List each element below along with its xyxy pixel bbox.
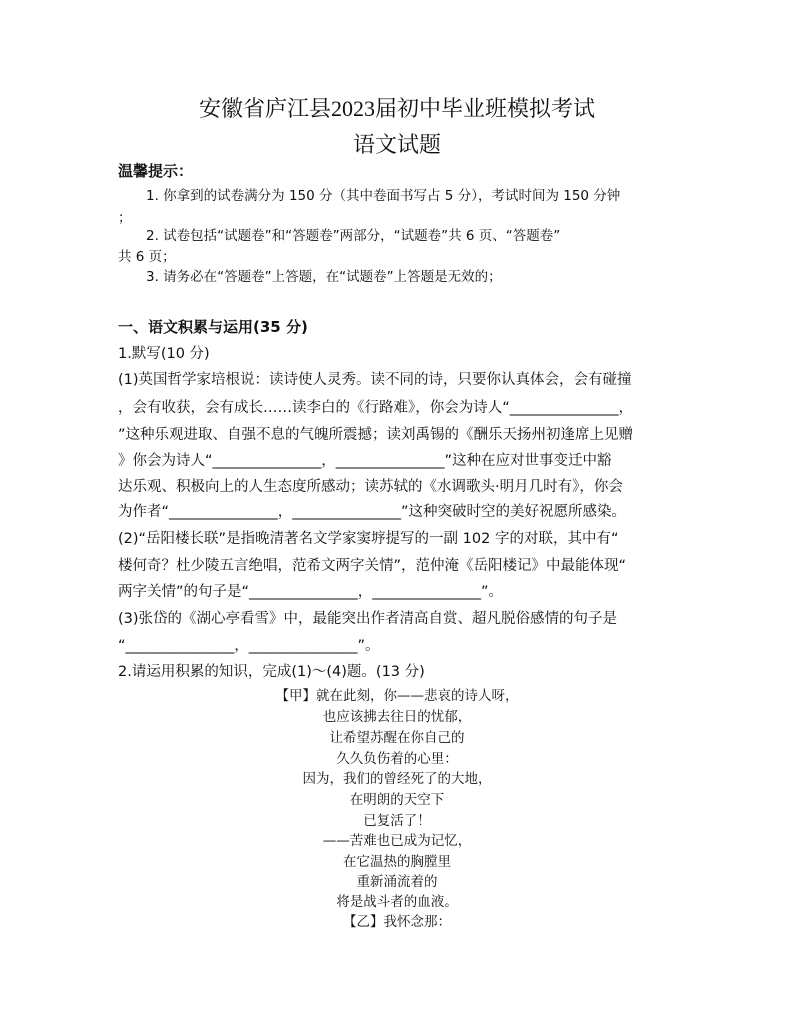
- q1-line-8: 楼何奇？杜少陵五言绝唱，范希文两字关情”，范仲淹《岳阳楼记》中最能体现“: [118, 558, 627, 574]
- hint-line-3: 3. 请务必在“答题卷”上答题，在“试题卷”上答题是无效的；: [146, 269, 502, 285]
- poem-line-4: 久久负伤着的心里：: [336, 751, 458, 767]
- hint-line-2: 2. 试卷包括“试题卷”和“答题卷”两部分，“试题卷”共 6 页、“答题卷”: [146, 228, 561, 244]
- q1-line-2: ，会有收获，会有成长……读李白的《行路难》，你会为诗人“_______________，: [118, 400, 634, 416]
- q1-line-5: 达乐观、积极向上的人生态度所感动；读苏轼的《水调歌头·明月几时有》，你会: [118, 479, 623, 495]
- exam-subtitle: 语文试题: [352, 132, 441, 157]
- poem-line-5: 因为，我们的曾经死了的大地，: [302, 771, 492, 787]
- poem-line-3: 让希望苏醒在你自己的: [329, 730, 465, 746]
- q1-line-11: “_______________，_______________”。: [118, 638, 380, 654]
- poem-line-9: 在它温热的胸膛里: [343, 854, 451, 870]
- poem-line-8: ——苦难也已成为记忆，: [322, 833, 472, 849]
- poem-line-6: 在明朗的天空下: [349, 792, 445, 808]
- poem-line-11: 将是战斗者的血液。: [336, 894, 458, 910]
- poem-line-2: 也应该拂去往日的忧郁，: [322, 709, 472, 725]
- hint-line-1: 1. 你拿到的试卷满分为 150 分（其中卷面书写占 5 分），考试时间为 150 分钟: [146, 188, 621, 204]
- q1-line-4: 》你会为诗人“_______________，_______________”这种在应对世事变迁中豁: [118, 453, 612, 469]
- poem-line-1: 【甲】就在此刻，你——悲哀的诗人呀，: [275, 688, 519, 704]
- q1-line-10: (3)张岱的《湖心亭看雪》中，最能突出作者清高自赏、超凡脱俗感情的句子是: [118, 611, 618, 627]
- hint-line-1-cont: ；: [118, 210, 132, 226]
- hint-line-2-cont: 共 6 页；: [118, 249, 176, 265]
- q1-line-9: 两字关情”的句子是“_______________，_______________”。: [118, 584, 504, 600]
- poem-line-12: 【乙】我怀念那：: [343, 914, 451, 930]
- hint-heading: 温馨提示：: [118, 162, 194, 180]
- poem-line-7: 已复活了！: [363, 813, 431, 829]
- question-2-heading: 2.请运用积累的知识，完成(1)～(4)题。(13 分): [118, 664, 425, 680]
- q1-line-3: ”这种乐观进取、自强不息的气魄所震撼；读刘禹锡的《酬乐天扬州初逢席上见赠: [118, 427, 634, 443]
- question-1-heading: 1.默写(10 分): [118, 346, 210, 362]
- q1-line-7: (2)“岳阳楼长联”是指晚清著名文学家窦垿提写的一副 102 字的对联，其中有“: [118, 531, 619, 547]
- q1-line-1: (1)英国哲学家培根说：读诗使人灵秀。读不同的诗，只要你认真体会，会有碰撞: [118, 372, 632, 388]
- section-heading: 一、语文积累与运用(35 分): [118, 318, 308, 336]
- q1-line-6: 为作者“_______________，_______________”这种突破时空的美好祝愿所感染。: [118, 504, 627, 520]
- exam-title: 安徽省庐江县2023届初中毕业班模拟考试: [198, 96, 595, 121]
- poem-line-10: 重新涌流着的: [356, 874, 438, 890]
